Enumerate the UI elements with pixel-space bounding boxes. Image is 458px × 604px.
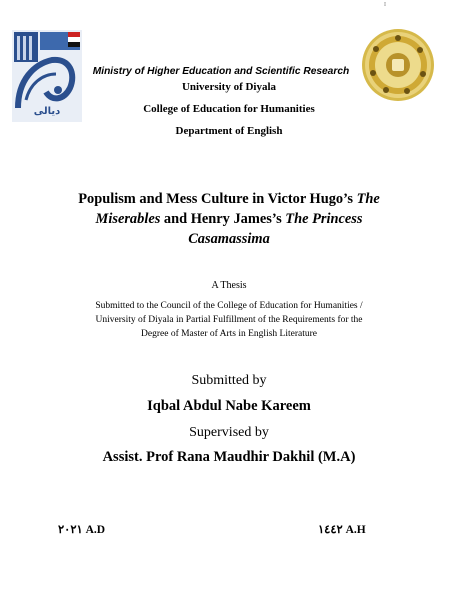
ministry-name: Ministry of Higher Education and Scientific Research bbox=[92, 66, 350, 77]
submission-line-2: University of Diyala in Partial Fulfillment of the Requirements for the bbox=[95, 315, 363, 325]
university-logo-label: ديالى bbox=[33, 106, 61, 117]
submission-statement bbox=[52, 299, 406, 341]
supervisor-name: Assist. Prof Rana Maudhir Dakhil (M.A) bbox=[102, 449, 356, 465]
date-ah: ١٤٤٢ A.H bbox=[318, 524, 366, 536]
submitted-by-label: Submitted by bbox=[191, 373, 267, 388]
submission-line-1: Submitted to the Council of the College of Education for Humanities / bbox=[95, 301, 363, 311]
college-name: College of Education for Humanities bbox=[143, 103, 315, 115]
supervised-by-label: Supervised by bbox=[189, 425, 269, 440]
title-italic-2: The Princess Casamassima bbox=[188, 211, 363, 247]
thesis-label: A Thesis bbox=[211, 280, 247, 291]
title-part-2: and Henry James’s bbox=[160, 211, 286, 227]
title-part-1: Populism and Mess Culture in Victor Hugo’s bbox=[78, 191, 357, 207]
department-name: Department of English bbox=[175, 125, 283, 137]
submission-line-3: Degree of Master of Arts in English Literature bbox=[141, 329, 317, 339]
thesis-title bbox=[60, 189, 398, 249]
university-name: University of Diyala bbox=[181, 81, 277, 93]
title-italic-1: The Miserables bbox=[95, 191, 380, 227]
author-name: Iqbal Abdul Nabe Kareem bbox=[147, 398, 311, 414]
date-ad: ٢٠٢١ A.D bbox=[58, 524, 106, 536]
page-number: I bbox=[384, 2, 386, 8]
